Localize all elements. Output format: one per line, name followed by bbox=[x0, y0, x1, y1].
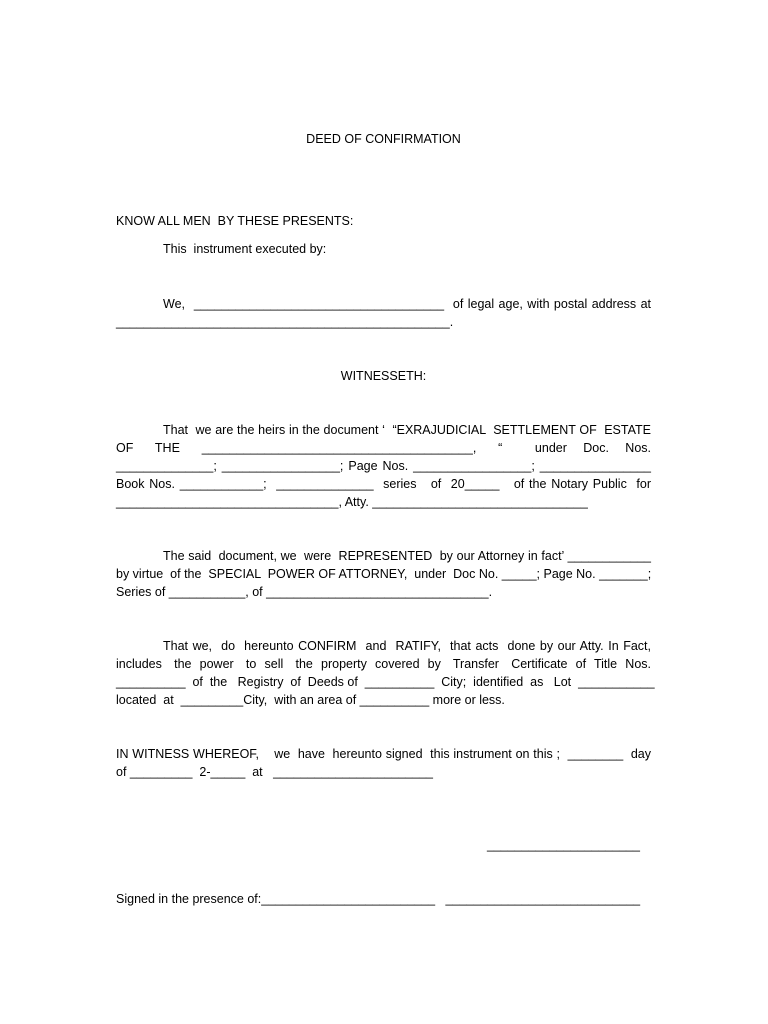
represented-line-3: Series of ___________, of ________________________________. bbox=[116, 585, 493, 599]
witness-line-1: IN WITNESS WHEREOF, we have hereunto signed this instrument on this ; ________ day bbox=[116, 747, 651, 761]
opening-heading: KNOW ALL MEN BY THESE PRESENTS: bbox=[116, 214, 354, 228]
heirs-line-3: ______________; _________________; Page Nos. _________________; ________________ bbox=[116, 459, 651, 473]
intro-line: This instrument executed by: bbox=[163, 242, 327, 256]
party-line-1: We, ____________________________________ of legal age, with postal address at bbox=[163, 297, 651, 311]
represented-line-2: by virtue of the SPECIAL POWER OF ATTORNEY, under Doc No. _____; Page No. _______; bbox=[116, 567, 652, 581]
heirs-line-1: That we are the heirs in the document ‘ “EXRAJUDICIAL SETTLEMENT OF ESTATE bbox=[163, 423, 651, 437]
party-line-2: ________________________________________________. bbox=[116, 315, 454, 329]
witness-line-2: of _________ 2-_____ at _______________________ bbox=[116, 765, 433, 779]
signed-presence-line: Signed in the presence of:_________________________ ____________________________ bbox=[116, 892, 641, 906]
witnesseth-heading: WITNESSETH: bbox=[340, 369, 427, 383]
heirs-line-2: OF THE _______________________________________, “ under Doc. Nos. bbox=[116, 441, 651, 455]
confirm-line-1: That we, do hereunto CONFIRM and RATIFY, that acts done by our Atty. In Fact, bbox=[163, 639, 651, 653]
confirm-line-2: includes the power to sell the property covered by Transfer Certificate of Title Nos. bbox=[116, 657, 651, 671]
represented-line-1: The said document, we were REPRESENTED by our Attorney in fact’ ____________ bbox=[163, 549, 651, 563]
confirm-line-4: located at _________City, with an area of __________ more or less. bbox=[116, 693, 505, 707]
document-title: DEED OF CONFIRMATION bbox=[306, 132, 461, 146]
heirs-line-5: ________________________________, Atty. _______________________________ bbox=[116, 495, 588, 509]
heirs-line-4: Book Nos. ____________; ______________ series of 20_____ of the Notary Public for bbox=[116, 477, 651, 491]
signature-line: ______________________ bbox=[487, 838, 640, 852]
confirm-line-3: __________ of the Registry of Deeds of __________ City; identified as Lot ___________ bbox=[116, 675, 655, 689]
